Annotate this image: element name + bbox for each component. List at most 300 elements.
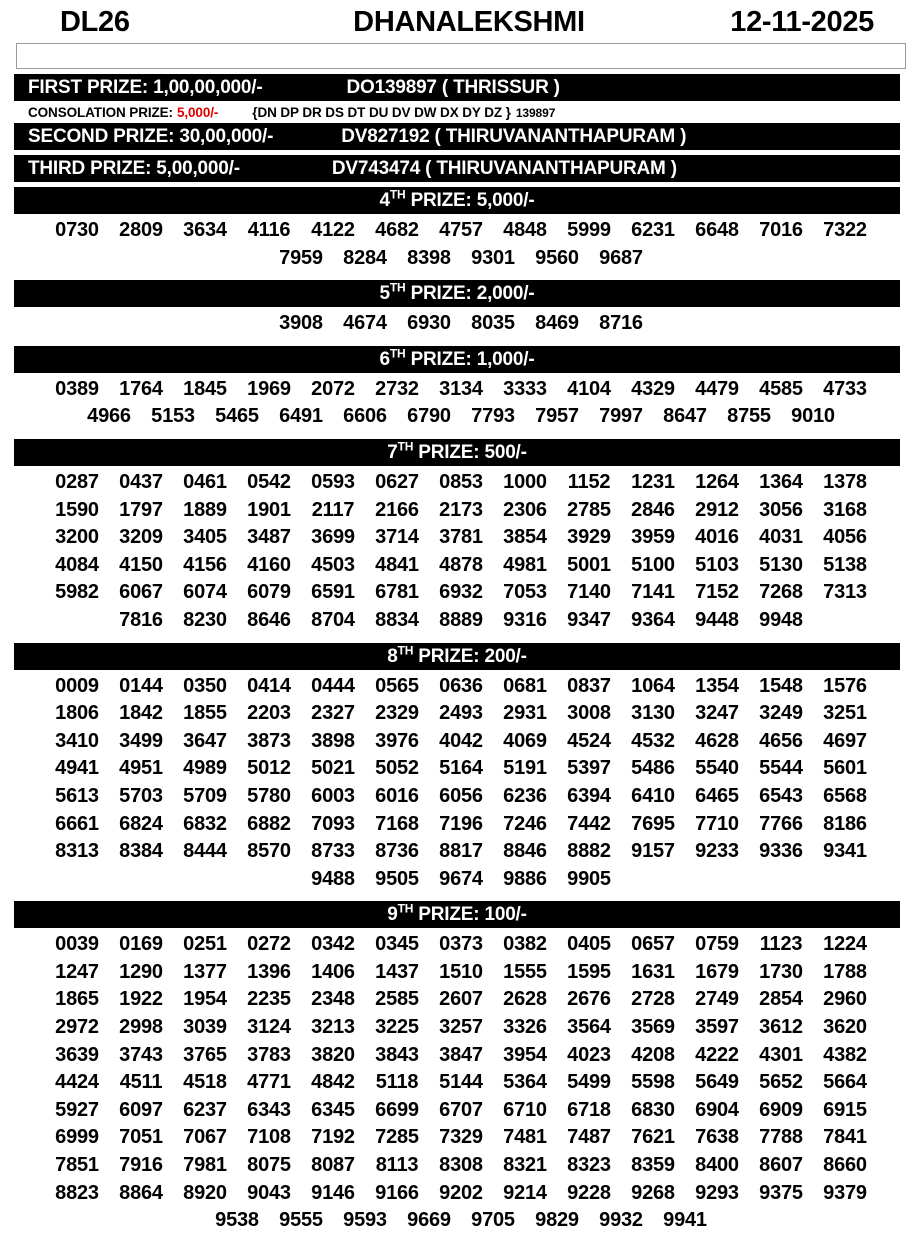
prize-amount-label: PRIZE: 2,000/- (405, 283, 535, 305)
draw-date: 12-11-2025 (730, 6, 874, 38)
winning-number: 6904 (695, 1098, 739, 1121)
winning-number: 5103 (695, 553, 739, 576)
number-row (20, 607, 902, 635)
winning-number: 8647 (663, 405, 707, 428)
prize-amount-label: PRIZE: 1,000/- (405, 348, 535, 370)
winning-number: 4424 (55, 1071, 99, 1094)
winning-number: 9228 (567, 1181, 611, 1204)
first-prize-ticket: DO139897 ( THRISSUR ) (346, 77, 560, 98)
winning-number: 7695 (631, 812, 675, 835)
winning-number: 1855 (183, 702, 227, 725)
winning-number: 1354 (695, 674, 739, 697)
winning-number: 4682 (375, 219, 419, 241)
winning-number: 3251 (823, 702, 867, 725)
document-header (0, 0, 922, 41)
winning-number: 5780 (247, 784, 291, 807)
winning-number: 7329 (439, 1126, 483, 1149)
winning-number: 3213 (311, 1016, 355, 1039)
prize-number-grid (0, 214, 922, 275)
winning-number: 4084 (55, 553, 99, 576)
winning-number: 1548 (759, 674, 803, 697)
winning-number: 7816 (119, 608, 163, 631)
winning-number: 7710 (695, 812, 739, 835)
winning-number: 4122 (311, 219, 355, 241)
winning-number: 1378 (823, 470, 867, 493)
winning-number: 6999 (55, 1126, 99, 1149)
winning-number: 6568 (823, 784, 867, 807)
winning-number: 1290 (119, 960, 163, 983)
winning-number: 5052 (375, 757, 419, 780)
winning-number: 5191 (503, 757, 547, 780)
winning-number: 2628 (503, 988, 547, 1011)
winning-number: 0542 (247, 470, 291, 493)
winning-number: 8889 (439, 608, 483, 631)
winning-number: 3056 (759, 498, 803, 521)
third-prize-bar (14, 155, 900, 182)
winning-number: 8733 (311, 840, 355, 863)
number-row (20, 524, 902, 552)
winning-number: 4479 (695, 377, 739, 400)
number-row (20, 1097, 902, 1125)
winning-number: 2493 (439, 702, 483, 725)
winning-number: 4656 (759, 729, 803, 752)
prize-number-grid (0, 466, 922, 638)
winning-number: 9341 (823, 840, 867, 863)
winning-number: 4697 (823, 729, 867, 752)
winning-number: 9146 (311, 1181, 355, 1204)
winning-number: 3597 (695, 1016, 739, 1039)
winning-number: 6930 (407, 312, 451, 335)
winning-number: 4016 (695, 526, 739, 549)
winning-number: 0759 (695, 933, 739, 956)
winning-number: 4056 (823, 526, 867, 549)
winning-number: 1788 (823, 960, 867, 983)
winning-number: 8113 (375, 1154, 419, 1177)
winning-number: 5982 (55, 581, 99, 604)
winning-number: 8284 (343, 246, 387, 269)
winning-number: 5927 (55, 1098, 99, 1121)
winning-number: 6699 (375, 1098, 419, 1121)
winning-number: 7851 (55, 1154, 99, 1177)
winning-number: 9560 (535, 246, 579, 269)
winning-number: 3908 (279, 312, 323, 335)
consolation-label: CONSOLATION PRIZE: (28, 105, 173, 120)
winning-number: 8823 (55, 1181, 99, 1204)
prize-title-bar (14, 346, 900, 373)
winning-number: 9336 (759, 840, 803, 863)
winning-number: 0657 (631, 933, 675, 956)
winning-number: 3634 (183, 219, 227, 241)
winning-number: 1247 (55, 960, 99, 983)
winning-number: 1889 (183, 498, 227, 521)
third-prize-label: THIRD PRIZE: 5,00,000/- (28, 158, 240, 179)
winning-number: 3929 (567, 526, 611, 549)
winning-number: 6781 (375, 581, 419, 604)
winning-number: 2998 (119, 1016, 163, 1039)
winning-number: 9268 (631, 1181, 675, 1204)
winning-number: 5703 (119, 784, 163, 807)
winning-number: 3499 (119, 729, 163, 752)
winning-number: 4104 (567, 377, 611, 400)
winning-number: 3959 (631, 526, 675, 549)
winning-number: 0414 (247, 674, 291, 697)
winning-number: 6915 (823, 1098, 867, 1121)
winning-number: 0405 (567, 933, 611, 956)
winning-number: 0837 (567, 674, 611, 697)
winning-number: 5001 (567, 553, 611, 576)
winning-number: 0350 (183, 674, 227, 697)
winning-number: 7067 (183, 1126, 227, 1149)
winning-number: 9538 (215, 1209, 259, 1232)
winning-number: 5397 (567, 757, 611, 780)
consolation-prize-row (14, 101, 900, 123)
winning-number: 8607 (759, 1154, 803, 1177)
winning-number: 7487 (567, 1126, 611, 1149)
prize-amount-label: PRIZE: 200/- (413, 645, 527, 667)
number-row (20, 1152, 902, 1180)
winning-number: 6016 (375, 784, 419, 807)
winning-number: 5540 (695, 757, 739, 780)
winning-number: 4951 (119, 757, 163, 780)
winning-number: 4771 (247, 1071, 291, 1094)
winning-number: 2749 (695, 988, 739, 1011)
winning-number: 6909 (759, 1098, 803, 1121)
winning-number: 7152 (695, 581, 739, 604)
lottery-name: DHANALEKSHMI (353, 6, 585, 38)
winning-number: 7916 (119, 1154, 163, 1177)
winning-number: 3847 (439, 1043, 483, 1066)
winning-number: 2728 (631, 988, 675, 1011)
prize-ordinal: 5 (379, 283, 390, 305)
winning-number: 6718 (567, 1098, 611, 1121)
winning-number: 1679 (695, 960, 739, 983)
winning-number: 6710 (503, 1098, 547, 1121)
winning-number: 8646 (247, 608, 291, 631)
winning-number: 3405 (183, 526, 227, 549)
winning-number: 0251 (183, 933, 227, 956)
winning-number: 9010 (791, 405, 835, 428)
winning-number: 9674 (439, 867, 483, 890)
winning-number: 3124 (247, 1016, 291, 1039)
winning-number: 0681 (503, 674, 547, 697)
winning-number: 8660 (823, 1154, 867, 1177)
winning-number: 9932 (599, 1209, 643, 1232)
winning-number: 2912 (695, 498, 739, 521)
winning-number: 4733 (823, 377, 867, 400)
winning-number: 3333 (503, 377, 547, 400)
winning-number: 4989 (183, 757, 227, 780)
winning-number: 8359 (631, 1154, 675, 1177)
prize-amount-label: PRIZE: 5,000/- (405, 190, 535, 211)
winning-number: 0565 (375, 674, 419, 697)
winning-number: 2203 (247, 702, 291, 725)
winning-number: 1590 (55, 498, 99, 521)
winning-number: 4966 (87, 405, 131, 428)
winning-number: 9705 (471, 1209, 515, 1232)
winning-number: 6790 (407, 405, 451, 428)
winning-number: 2854 (759, 988, 803, 1011)
winning-number: 4941 (55, 757, 99, 780)
number-row (20, 403, 902, 431)
winning-number: 9316 (503, 608, 547, 631)
prize-ordinal-suffix: TH (389, 280, 406, 295)
prize-amount-label: PRIZE: 500/- (413, 441, 527, 463)
winning-number: 4382 (823, 1043, 867, 1066)
winning-number: 6236 (503, 784, 547, 807)
winning-number: 1576 (823, 674, 867, 697)
winning-number: 4585 (759, 377, 803, 400)
winning-number: 8444 (183, 840, 227, 863)
winning-number: 9293 (695, 1181, 739, 1204)
winning-number: 1224 (823, 933, 867, 956)
winning-number: 1842 (119, 702, 163, 725)
winning-number: 1555 (503, 960, 547, 983)
number-row (20, 838, 902, 866)
winning-number: 6606 (343, 405, 387, 428)
winning-number: 4023 (567, 1043, 611, 1066)
winning-number: 9166 (375, 1181, 419, 1204)
winning-number: 1264 (695, 470, 739, 493)
prize-ordinal: 4 (379, 190, 390, 211)
winning-number: 9375 (759, 1181, 803, 1204)
winning-number: 3257 (439, 1016, 483, 1039)
winning-number: 4757 (439, 219, 483, 241)
number-row (20, 931, 902, 959)
winning-number: 2676 (567, 988, 611, 1011)
winning-number: 2348 (311, 988, 355, 1011)
number-row (20, 866, 902, 894)
winning-number: 4674 (343, 312, 387, 335)
prize-ordinal-suffix: TH (397, 643, 414, 658)
winning-number: 2785 (567, 498, 611, 521)
winning-number: 1152 (567, 470, 611, 493)
winning-number: 6661 (55, 812, 99, 835)
winning-number: 0593 (311, 470, 355, 493)
winning-number: 2809 (119, 219, 163, 241)
winning-number: 6465 (695, 784, 739, 807)
winning-number: 0461 (183, 470, 227, 493)
second-prize-ticket: DV827192 ( THIRUVANANTHAPURAM ) (341, 126, 687, 147)
winning-number: 1396 (247, 960, 291, 983)
winning-number: 8817 (439, 840, 483, 863)
winning-number: 5709 (183, 784, 227, 807)
winning-number: 8736 (375, 840, 419, 863)
winning-number: 9669 (407, 1209, 451, 1232)
winning-number: 4848 (503, 219, 547, 241)
winning-number: 4208 (631, 1043, 675, 1066)
winning-number: 1000 (503, 470, 547, 493)
winning-number: 3781 (439, 526, 483, 549)
winning-number: 3487 (247, 526, 291, 549)
winning-number: 3620 (823, 1016, 867, 1039)
first-prize-label: FIRST PRIZE: 1,00,00,000/- (28, 77, 263, 98)
winning-number: 1901 (247, 498, 291, 521)
winning-number: 2327 (311, 702, 355, 725)
winning-number: 5364 (503, 1071, 547, 1094)
winning-number: 2166 (375, 498, 419, 521)
winning-number: 1364 (759, 470, 803, 493)
winning-number: 9488 (311, 867, 355, 890)
winning-number: 4222 (695, 1043, 739, 1066)
winning-number: 1064 (631, 674, 675, 697)
winning-number: 6237 (183, 1098, 227, 1121)
winning-number: 4301 (759, 1043, 803, 1066)
winning-number: 5130 (759, 553, 803, 576)
winning-number: 6345 (311, 1098, 355, 1121)
winning-number: 2585 (375, 988, 419, 1011)
number-row (20, 959, 902, 987)
winning-number: 5999 (567, 219, 611, 241)
winning-number: 6343 (247, 1098, 291, 1121)
winning-number: 5012 (247, 757, 291, 780)
winning-number: 8716 (599, 312, 643, 335)
winning-number: 2607 (439, 988, 483, 1011)
winning-number: 3898 (311, 729, 355, 752)
winning-number: 7093 (311, 812, 355, 835)
winning-number: 4518 (183, 1071, 227, 1094)
winning-number: 1510 (439, 960, 483, 983)
winning-number: 7168 (375, 812, 419, 835)
prize-ordinal-suffix: TH (389, 346, 406, 361)
winning-number: 2072 (311, 377, 355, 400)
winning-number: 4031 (759, 526, 803, 549)
winning-number: 1231 (631, 470, 675, 493)
winning-number: 3714 (375, 526, 419, 549)
winning-number: 9941 (663, 1209, 707, 1232)
winning-number: 4981 (503, 553, 547, 576)
winning-number: 2117 (311, 498, 355, 521)
winning-number: 5652 (759, 1071, 803, 1094)
winning-number: 7766 (759, 812, 803, 835)
winning-number: 5118 (375, 1071, 419, 1094)
winning-number: 3130 (631, 702, 675, 725)
winning-number: 1954 (183, 988, 227, 1011)
winning-number: 5649 (695, 1071, 739, 1094)
winning-number: 2931 (503, 702, 547, 725)
winning-number: 3209 (119, 526, 163, 549)
number-row (20, 217, 902, 245)
winning-number: 1437 (375, 960, 419, 983)
number-row (20, 469, 902, 497)
winning-number: 7322 (823, 219, 867, 241)
number-row (20, 986, 902, 1014)
number-row (20, 245, 902, 273)
winning-number: 6591 (311, 581, 355, 604)
winning-number: 3200 (55, 526, 99, 549)
winning-number: 4042 (439, 729, 483, 752)
winning-number: 6824 (119, 812, 163, 835)
winning-number: 9347 (567, 608, 611, 631)
winning-number: 3247 (695, 702, 739, 725)
winning-number: 3168 (823, 498, 867, 521)
winning-number: 6832 (183, 812, 227, 835)
winning-number: 9301 (471, 246, 515, 269)
winning-number: 7313 (823, 581, 867, 604)
winning-number: 6932 (439, 581, 483, 604)
winning-number: 7192 (311, 1126, 355, 1149)
second-prize-label: SECOND PRIZE: 30,00,000/- (28, 126, 274, 147)
winning-number: 8846 (503, 840, 547, 863)
prize-title-bar (14, 187, 900, 214)
winning-number: 2173 (439, 498, 483, 521)
winning-number: 0272 (247, 933, 291, 956)
winning-number: 5138 (823, 553, 867, 576)
winning-number: 0853 (439, 470, 483, 493)
second-prize-bar (14, 123, 900, 150)
number-row (20, 755, 902, 783)
winning-number: 4116 (247, 219, 291, 241)
winning-number: 4842 (311, 1071, 355, 1094)
winning-number: 3564 (567, 1016, 611, 1039)
winning-number: 7997 (599, 405, 643, 428)
winning-number: 3647 (183, 729, 227, 752)
prize-amount-label: PRIZE: 100/- (413, 904, 527, 926)
winning-number: 3569 (631, 1016, 675, 1039)
winning-number: 7959 (279, 246, 323, 269)
winning-number: 5613 (55, 784, 99, 807)
winning-number: 3639 (55, 1043, 99, 1066)
winning-number: 4532 (631, 729, 675, 752)
first-prize-bar (14, 74, 900, 101)
lottery-code: DL26 (60, 6, 130, 38)
winning-number: 0730 (55, 219, 99, 241)
winning-number: 9555 (279, 1209, 323, 1232)
winning-number: 7638 (695, 1126, 739, 1149)
winning-number: 7141 (631, 581, 675, 604)
winning-number: 0342 (311, 933, 355, 956)
prize-ordinal-suffix: TH (397, 901, 414, 916)
winning-number: 8186 (823, 812, 867, 835)
winning-number: 6394 (567, 784, 611, 807)
winning-number: 7108 (247, 1126, 291, 1149)
prize-title-bar (14, 901, 900, 928)
winning-number: 9905 (567, 867, 611, 890)
winning-number: 5100 (631, 553, 675, 576)
winning-number: 8323 (567, 1154, 611, 1177)
winning-number: 1845 (183, 377, 227, 400)
number-row (20, 1042, 902, 1070)
winning-number: 0009 (55, 674, 99, 697)
number-row (20, 310, 902, 338)
prize-number-grid (0, 373, 922, 434)
winning-number: 7051 (119, 1126, 163, 1149)
winning-number: 6074 (183, 581, 227, 604)
winning-number: 2846 (631, 498, 675, 521)
winning-number: 8313 (55, 840, 99, 863)
number-row (20, 1014, 902, 1042)
winning-number: 8308 (439, 1154, 483, 1177)
prize-ordinal-suffix: TH (389, 187, 406, 202)
winning-number: 2972 (55, 1016, 99, 1039)
winning-number: 5465 (215, 405, 259, 428)
winning-number: 9379 (823, 1181, 867, 1204)
winning-number: 3873 (247, 729, 291, 752)
winning-number: 4878 (439, 553, 483, 576)
winning-number: 0444 (311, 674, 355, 697)
number-row (20, 783, 902, 811)
winning-number: 5153 (151, 405, 195, 428)
winning-number: 3612 (759, 1016, 803, 1039)
winning-number: 1730 (759, 960, 803, 983)
winning-number: 1865 (55, 988, 99, 1011)
number-row (20, 811, 902, 839)
winning-number: 8400 (695, 1154, 739, 1177)
winning-number: 0373 (439, 933, 483, 956)
winning-number: 9157 (631, 840, 675, 863)
prize-ordinal: 8 (387, 645, 398, 667)
winning-number: 9593 (343, 1209, 387, 1232)
winning-number: 1123 (759, 933, 803, 956)
